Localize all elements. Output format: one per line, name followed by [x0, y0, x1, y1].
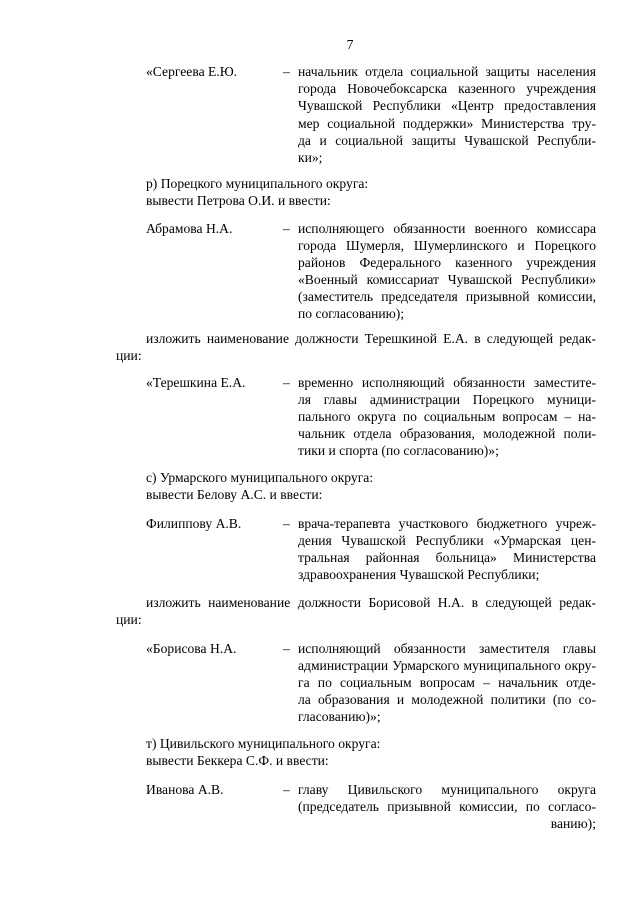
- entry-dash: –: [283, 64, 290, 79]
- entry-desc-line: чальник отдела образования, молодежной поли-: [298, 426, 596, 441]
- section-sub-t: вывести Беккера С.Ф. и ввести:: [146, 753, 329, 768]
- entry-desc-line: мер социальной поддержки» Министерства тру-: [298, 116, 596, 131]
- entry-desc-line: временно исполняющий обязанности заместите-: [298, 375, 596, 390]
- entry-desc-line: пального округа по социальным вопросам – на-: [298, 409, 596, 424]
- paragraph-continuation: ции:: [116, 348, 142, 363]
- entry-desc-line: Чувашской Республики «Центр предоставления: [298, 98, 596, 113]
- entry-name-abramova: Абрамова Н.А.: [146, 221, 233, 236]
- paragraph-tereshkina-edit: изложить наименование должности Терешкиной Е.А. в следующей редак-: [146, 331, 596, 346]
- entry-desc-line: «Военный комиссариат Чувашской Республики»: [298, 272, 596, 287]
- entry-dash: –: [283, 221, 290, 236]
- entry-dash: –: [283, 782, 290, 797]
- entry-name-borisova: «Борисова Н.А.: [146, 641, 237, 656]
- entry-desc-line: по согласованию);: [298, 306, 405, 321]
- section-heading-p: р) Порецкого муниципального округа:: [146, 176, 369, 191]
- entry-name-tereshkina: «Терешкина Е.А.: [146, 375, 246, 390]
- paragraph-borisova-edit: изложить наименование должности Борисовой Н.А. в следующей редак-: [146, 595, 596, 610]
- section-heading-t: т) Цивильского муниципального округа:: [146, 736, 381, 751]
- section-heading-s: с) Урмарского муниципального округа:: [146, 470, 374, 485]
- entry-desc-line: начальник отдела социальной защиты населения: [298, 64, 596, 79]
- section-sub-s: вывести Белову А.С. и ввести:: [146, 487, 323, 502]
- paragraph-continuation: ции:: [116, 612, 142, 627]
- entry-desc-line: города Шумерля, Шумерлинского и Порецкого: [298, 238, 596, 253]
- entry-desc-line: ки»;: [298, 150, 323, 165]
- section-sub-p: вывести Петрова О.И. и ввести:: [146, 193, 331, 208]
- entry-desc-line: тральная районная больница» Министерства: [298, 550, 596, 565]
- entry-name-filippov: Филиппову А.В.: [146, 516, 242, 531]
- entry-desc-line: ля главы администрации Порецкого муници-: [298, 392, 596, 407]
- entry-dash: –: [283, 641, 290, 656]
- entry-desc-line: врача-терапевта участкового бюджетного учреж-: [298, 516, 596, 531]
- entry-desc-line: ла образования и молодежной политики (по со-: [298, 692, 596, 707]
- entry-desc-line: исполняющий обязанности заместителя главы: [298, 641, 596, 656]
- entry-dash: –: [283, 375, 290, 390]
- entry-desc-line: гласованию)»;: [298, 709, 381, 724]
- entry-dash: –: [283, 516, 290, 531]
- entry-desc-line: районов Федерального казенного учреждения: [298, 255, 596, 270]
- entry-desc-line: да и социальной защиты Чувашской Республи-: [298, 133, 596, 148]
- page-number: 7: [346, 37, 354, 52]
- entry-desc-line: здравоохранения Чувашской Республики;: [298, 567, 540, 582]
- entry-desc-line: тики и спорта (по согласованию)»;: [298, 443, 499, 458]
- entry-desc-line: (заместитель председателя призывной комиссии,: [298, 289, 596, 304]
- entry-desc-line: ванию);: [550, 816, 596, 831]
- entry-desc-line: города Новочебоксарска казенного учреждения: [298, 81, 596, 96]
- entry-desc-line: дения Чувашской Республики «Урмарская цен-: [298, 533, 596, 548]
- entry-desc-line: (председатель призывной комиссии, по согласо-: [298, 799, 596, 814]
- entry-desc-line: га по социальным вопросам – начальник отде-: [298, 675, 596, 690]
- entry-name-sergeeva: «Сергеева Е.Ю.: [146, 64, 238, 79]
- entry-name-ivanova: Иванова А.В.: [146, 782, 224, 797]
- entry-desc-line: главу Цивильского муниципального округа: [298, 782, 596, 797]
- entry-desc-line: администрации Урмарского муниципального окру-: [298, 658, 596, 673]
- entry-desc-line: исполняющего обязанности военного комиссара: [298, 221, 596, 236]
